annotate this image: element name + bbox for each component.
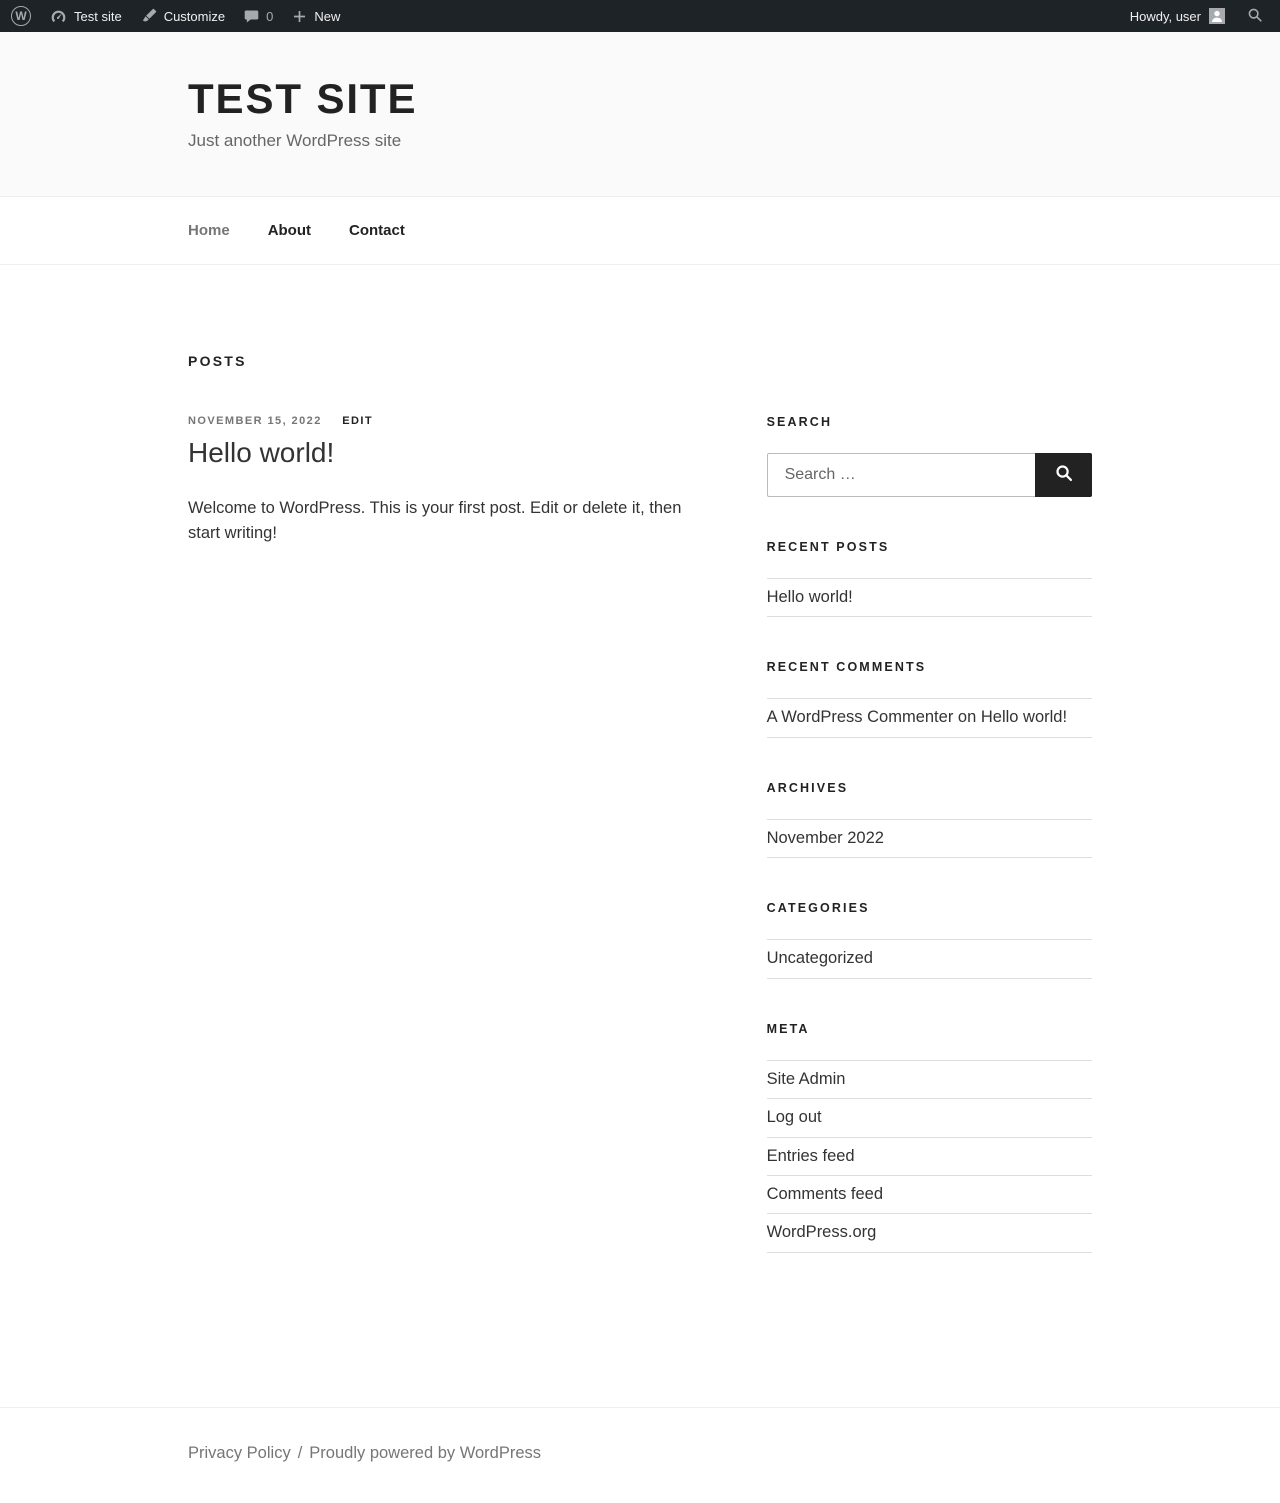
admin-bar (0, 0, 1280, 32)
category-link[interactable]: Uncategorized (766, 949, 873, 968)
posts-column (188, 414, 712, 545)
search-widget-title: SEARCH (766, 414, 833, 429)
archive-link[interactable]: November 2022 (766, 828, 884, 847)
recent-comments-title: RECENT COMMENTS (766, 660, 927, 675)
customize-menu[interactable] (131, 0, 234, 32)
nav-item (249, 197, 330, 264)
post-title[interactable]: Hello world! (188, 437, 335, 469)
paintbrush-icon (140, 7, 158, 25)
archives-title: ARCHIVES (766, 780, 849, 795)
comments-count: 0 (266, 8, 274, 24)
admin-search-button[interactable] (1234, 0, 1276, 32)
post-edit-link[interactable]: EDIT (342, 414, 374, 427)
meta-comments-feed-link[interactable]: Comments feed (766, 1185, 884, 1204)
site-footer (0, 1407, 1280, 1503)
recent-posts-title: RECENT POSTS (766, 539, 890, 554)
nav-item (188, 197, 249, 264)
meta-widget (767, 1021, 1092, 1253)
my-account-menu[interactable] (1121, 0, 1234, 32)
meta-entries-feed-link[interactable]: Entries feed (766, 1146, 855, 1165)
new-content-menu[interactable] (282, 0, 349, 32)
magnifier-icon (1246, 6, 1264, 27)
post-meta (188, 414, 712, 428)
admin-bar-left (2, 0, 349, 32)
recent-posts-widget (767, 539, 1092, 617)
search-submit-button[interactable] (1035, 453, 1092, 497)
magnifier-icon (1053, 462, 1075, 487)
new-label: New (314, 8, 341, 24)
categories-widget (767, 900, 1092, 978)
post-date-link[interactable]: NOVEMBER 15, 2022 (188, 414, 322, 427)
widget-list-item (767, 579, 1092, 617)
sidebar (767, 414, 1092, 1295)
site-content (188, 265, 1092, 1407)
wp-logo-menu[interactable] (2, 0, 40, 32)
page-title: POSTS (188, 353, 247, 370)
howdy-label: Howdy, user (1129, 8, 1201, 24)
archives-widget (767, 780, 1092, 858)
post-body: Welcome to WordPress. This is your first post. Edit or delete it, then start writing! (188, 498, 682, 542)
nav-item (330, 197, 424, 264)
nav-link-home[interactable]: Home (188, 222, 230, 240)
post-article (188, 414, 712, 545)
search-widget (767, 414, 1092, 497)
dashboard-gauge-icon (49, 7, 68, 26)
site-name-menu[interactable] (40, 0, 131, 32)
widget-list-item (767, 1061, 1092, 1099)
site-title[interactable]: TEST SITE (188, 75, 418, 122)
recent-post-link[interactable]: Hello world! (766, 587, 853, 606)
comments-menu[interactable] (234, 0, 282, 32)
customize-label: Customize (163, 8, 226, 24)
comment-bubble-icon (243, 8, 260, 25)
site-tagline: Just another WordPress site (188, 131, 402, 151)
footer-separator: / (297, 1443, 303, 1462)
recent-comments-widget (767, 659, 1092, 737)
comment-author-link[interactable]: A WordPress Commenter (766, 708, 954, 727)
admin-bar-right (1121, 0, 1276, 32)
widget-list-item (767, 1099, 1092, 1137)
user-avatar (1209, 8, 1225, 24)
widget-list-item (767, 1214, 1092, 1252)
meta-wordpress-org-link[interactable]: WordPress.org (766, 1223, 877, 1242)
main-navigation (0, 196, 1280, 265)
plus-icon (291, 8, 308, 25)
meta-site-admin-link[interactable]: Site Admin (766, 1069, 846, 1088)
site-header (0, 32, 1280, 196)
wordpress-logo-icon: W (11, 6, 31, 26)
widget-list-item (767, 820, 1092, 858)
nav-link-contact[interactable]: Contact (349, 222, 405, 240)
widget-list-item (767, 1138, 1092, 1176)
meta-log-out-link[interactable]: Log out (766, 1108, 822, 1127)
widget-list-item (767, 940, 1092, 978)
widget-list-item (767, 1176, 1092, 1214)
comment-post-link[interactable]: Hello world! (980, 708, 1068, 727)
powered-by-link[interactable]: Proudly powered by WordPress (309, 1443, 542, 1462)
nav-link-about[interactable]: About (267, 222, 312, 240)
privacy-policy-link[interactable]: Privacy Policy (188, 1443, 291, 1462)
meta-title: META (766, 1021, 810, 1036)
site-name-label: Test site (74, 8, 122, 24)
categories-title: CATEGORIES (766, 901, 870, 916)
search-form (767, 453, 1092, 497)
comment-connector: on (953, 708, 981, 727)
widget-list-item (767, 699, 1092, 737)
